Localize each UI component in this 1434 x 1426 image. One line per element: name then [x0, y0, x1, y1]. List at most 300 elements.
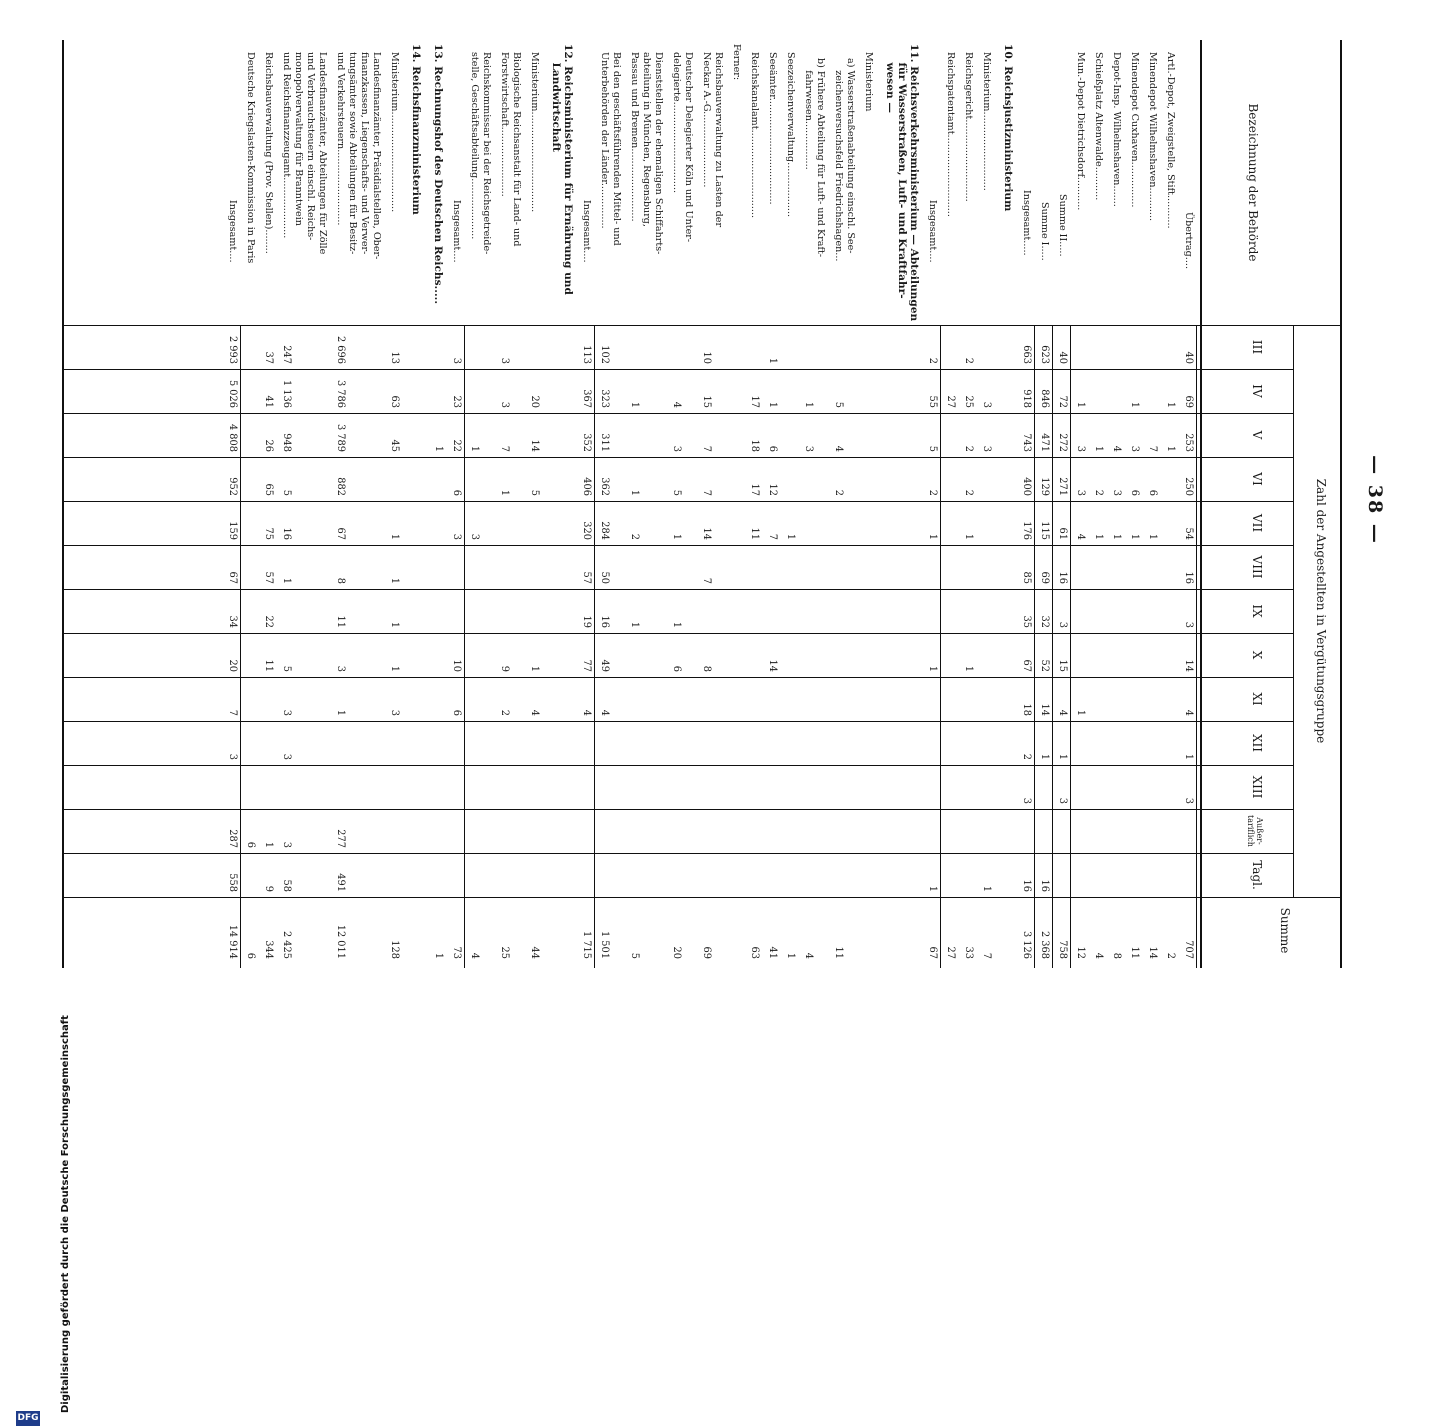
row-value: 3 [1129, 445, 1140, 452]
row-value: 15 [1057, 659, 1068, 672]
row-value: 45 [389, 439, 400, 452]
row-value: 67 [927, 946, 938, 959]
row-value: 63 [389, 395, 400, 408]
row-value: 2 [963, 489, 974, 496]
row-value: 14 [701, 527, 712, 540]
row-value: 2 696 [335, 335, 346, 364]
row-value: 67 [227, 571, 238, 584]
row-value: 8 [1111, 952, 1122, 959]
row-label: 13. Rechnungshof des Deutschen Reichs..... [432, 44, 444, 305]
row-value: 35 [1021, 615, 1032, 628]
row-value: 3 126 [1021, 930, 1032, 959]
row-label: a) Wasserstraßenabteilung einschl. See- zeichenversuchsfeld Friedrichshagen... [833, 58, 856, 262]
column-header-8: XI [1250, 692, 1264, 706]
digitization-note: Digitalisierung gefördert durch die Deutsche Forschungsgemeinschaft [60, 1015, 71, 1413]
row-label: 14. Reichsfinanzministerium [410, 44, 422, 215]
row-value: 1 [963, 665, 974, 672]
row-value: 3 [1183, 797, 1194, 804]
row-value: 1 [671, 533, 682, 540]
row-value: 18 [1021, 703, 1032, 716]
row-value: 37 [263, 351, 274, 364]
row-value: 1 501 [599, 930, 610, 959]
row-value: 65 [263, 483, 274, 496]
row-value: 16 [1021, 879, 1032, 892]
row-value: 277 [335, 829, 346, 848]
rule [62, 853, 1294, 854]
row-value: 5 [281, 665, 292, 672]
row-value: 7 [701, 489, 712, 496]
row-label: 12. Reichsministerium für Ernährung und Landwirtschaft [550, 44, 574, 295]
row-value: 16 [1183, 571, 1194, 584]
row-value: 8 [701, 665, 712, 672]
row-value: 406 [581, 477, 592, 496]
row-value: 4 [1075, 533, 1086, 540]
row-value: 1 [629, 489, 640, 496]
row-label: Ministerium [863, 52, 874, 112]
row-value: 1 [263, 841, 274, 848]
row-value: 22 [263, 615, 274, 628]
row-value: 3 [803, 445, 814, 452]
row-value: 948 [281, 433, 292, 452]
row-value: 40 [1057, 351, 1068, 364]
row-label: Ferner: [731, 44, 742, 81]
row-value: 32 [1039, 615, 1050, 628]
row-value: 26 [263, 439, 274, 452]
row-label: Ministerium................................. [529, 52, 540, 213]
rule [1196, 325, 1197, 968]
row-value: 1 [927, 665, 938, 672]
row-value: 1 [1075, 401, 1086, 408]
row-value: 6 [1147, 489, 1158, 496]
row-value: 2 [499, 709, 510, 716]
row-value: 271 [1057, 477, 1068, 496]
row-value: 3 [499, 357, 510, 364]
row-value: 3 [1075, 445, 1086, 452]
rule [240, 325, 241, 968]
column-header-12: Tagl. [1250, 860, 1264, 890]
row-value: 16 [599, 615, 610, 628]
rule [1070, 325, 1071, 968]
row-value: 3 [1057, 797, 1068, 804]
row-value: 72 [1057, 395, 1068, 408]
row-value: 3 [451, 533, 462, 540]
dfg-logo: DFG [16, 1411, 40, 1426]
row-value: 3 789 [335, 423, 346, 452]
row-label: Insgesamt.... [227, 200, 238, 263]
row-value: 3 [281, 841, 292, 848]
row-label: Minendepot Cuxhaven............... [1129, 52, 1140, 208]
row-value: 5 [529, 489, 540, 496]
row-value: 52 [1039, 659, 1050, 672]
column-header-6: IX [1250, 604, 1264, 618]
row-value: 2 [1165, 952, 1176, 959]
row-value: 5 026 [227, 379, 238, 408]
column-header-7: X [1250, 650, 1264, 660]
row-value: 1 [335, 709, 346, 716]
row-label: Seeämter................................... [767, 52, 778, 205]
row-value: 6 [451, 489, 462, 496]
row-value: 743 [1021, 433, 1032, 452]
row-value: 311 [599, 433, 610, 452]
row-value: 758 [1057, 940, 1068, 959]
row-value: 44 [529, 946, 540, 959]
row-value: 3 [1111, 489, 1122, 496]
row-value: 3 [1021, 797, 1032, 804]
row-value: 9 [263, 885, 274, 892]
row-value: 14 914 [227, 924, 238, 959]
row-value: 4 [1183, 709, 1194, 716]
row-value: 2 [1021, 753, 1032, 760]
row-value: 67 [335, 527, 346, 540]
row-value: 707 [1183, 940, 1194, 959]
row-value: 1 [1093, 533, 1104, 540]
row-value: 7 [499, 445, 510, 452]
row-value: 6 [245, 952, 256, 959]
row-value: 1 [1093, 445, 1104, 452]
row-value: 2 [963, 445, 974, 452]
row-value: 25 [963, 395, 974, 408]
row-label: Summe II..... [1057, 194, 1068, 257]
row-value: 1 [785, 533, 796, 540]
row-value: 1 [927, 533, 938, 540]
row-label: Deutscher Delegierter Köln und Unter- delegierte.............................. [671, 52, 694, 243]
row-value: 400 [1021, 477, 1032, 496]
statistics-table [62, 40, 1342, 968]
row-value: 2 425 [281, 930, 292, 959]
row-value: 73 [451, 946, 462, 959]
row-value: 13 [389, 351, 400, 364]
row-value: 61 [1057, 527, 1068, 540]
row-value: 41 [767, 946, 778, 959]
row-label: b) Frühere Abteilung für Luft- und Kraft- fahrwesen................ [803, 58, 826, 258]
row-value: 1 [1111, 533, 1122, 540]
row-label: Dienststellen der ehemaligen Schiffahrts- abteilung in München, Regensburg, Passau und Bremen........................ [629, 52, 664, 255]
rule [62, 721, 1294, 722]
column-header-label: Bezeichnung der Behörde [1246, 103, 1260, 262]
row-value: 3 [281, 753, 292, 760]
row-value: 250 [1183, 477, 1194, 496]
row-value: 5 [927, 445, 938, 452]
row-value: 16 [1057, 571, 1068, 584]
rule [62, 677, 1294, 678]
row-label: Summe I..... [1039, 202, 1050, 261]
column-header-4: VII [1250, 513, 1264, 533]
column-header-9: XII [1250, 733, 1264, 753]
row-label: Ministerium.......................... [981, 52, 992, 191]
row-value: 49 [599, 659, 610, 672]
row-value: 1 [389, 665, 400, 672]
row-value: 11 [833, 946, 844, 959]
row-value: 3 [1183, 621, 1194, 628]
rule [940, 325, 941, 968]
row-value: 1 [1057, 753, 1068, 760]
row-value: 25 [499, 946, 510, 959]
row-label: Schießplatz Altenwalde........... [1093, 52, 1104, 201]
row-value: 85 [1021, 571, 1032, 584]
row-value: 14 [767, 659, 778, 672]
row-value: 1 [981, 885, 992, 892]
column-header-10: XIII [1250, 775, 1264, 799]
row-value: 77 [581, 659, 592, 672]
row-value: 12 [1075, 946, 1086, 959]
row-value: 27 [945, 395, 956, 408]
column-header-13: Summe [1278, 907, 1292, 954]
row-value: 4 [599, 709, 610, 716]
row-value: 1 [963, 533, 974, 540]
row-value: 2 [927, 489, 938, 496]
row-label: Reichskanalamt............................. [749, 52, 760, 219]
rule [62, 40, 64, 968]
row-label: Reichspatentamt........................... [945, 52, 956, 217]
row-value: 1 [281, 577, 292, 584]
row-value: 247 [281, 345, 292, 364]
column-header-3: VI [1250, 472, 1264, 486]
row-value: 1 [389, 577, 400, 584]
row-value: 2 [927, 357, 938, 364]
rule [1293, 325, 1294, 897]
row-label: Übertrag.... [1183, 212, 1194, 269]
row-value: 323 [599, 389, 610, 408]
row-value: 12 011 [335, 924, 346, 959]
rule [464, 325, 465, 968]
row-value: 15 [701, 395, 712, 408]
row-value: 16 [1039, 879, 1050, 892]
column-header-0: III [1250, 339, 1264, 355]
row-value: 34 [227, 615, 238, 628]
row-value: 4 [833, 445, 844, 452]
row-value: 663 [1021, 345, 1032, 364]
row-label: 11. Reichsverkehrsministerium — Abteilungen für Wasserstraßen, Luft- und Kraftfahr- wesen — [884, 44, 920, 322]
row-value: 14 [529, 439, 540, 452]
row-value: 55 [927, 395, 938, 408]
row-value: 10 [701, 351, 712, 364]
row-value: 2 993 [227, 335, 238, 364]
row-value: 50 [599, 571, 610, 584]
row-value: 846 [1039, 389, 1050, 408]
row-value: 1 [433, 952, 444, 959]
row-value: 3 [1057, 621, 1068, 628]
row-value: 1 715 [581, 930, 592, 959]
row-label: Landesfinanzämter, Abteilungen für Zölle und Verbrauchsteuern einschl. Reichs- monopolverwaltung für Branntwein und Reichsfinanzzeugamt.................... [281, 52, 328, 255]
row-value: 9 [499, 665, 510, 672]
row-label: Insgesamt.... [927, 200, 938, 263]
row-label: Insgesamt.... [581, 200, 592, 263]
row-value: 18 [749, 439, 760, 452]
row-value: 1 [1129, 533, 1140, 540]
row-value: 1 [1075, 709, 1086, 716]
row-value: 1 [1129, 401, 1140, 408]
row-value: 14 [1183, 659, 1194, 672]
row-value: 623 [1039, 345, 1050, 364]
row-value: 3 [981, 445, 992, 452]
row-value: 69 [701, 946, 712, 959]
row-value: 176 [1021, 521, 1032, 540]
row-value: 1 [1147, 533, 1158, 540]
row-value: 128 [389, 940, 400, 959]
row-value: 1 [767, 357, 778, 364]
rule [1034, 325, 1035, 968]
row-value: 3 [499, 401, 510, 408]
row-label: Reichsbauverwaltung zu Lasten der Neckar A.-G......................... [701, 52, 724, 228]
row-value: 1 [1039, 753, 1050, 760]
row-value: 4 [1093, 952, 1104, 959]
row-value: 17 [749, 395, 760, 408]
row-value: 6 [671, 665, 682, 672]
row-value: 3 [469, 533, 480, 540]
row-value: 1 [499, 489, 510, 496]
row-label: Reichskommissar bei der Reichsgetreide- stelle, Geschäftsabteilung.................... [469, 52, 492, 255]
row-value: 75 [263, 527, 274, 540]
row-value: 6 [245, 841, 256, 848]
row-value: 58 [281, 879, 292, 892]
row-value: 14 [1147, 946, 1158, 959]
row-value: 3 [335, 665, 346, 672]
row-label: Minendepot Wilhelmshaven........... [1147, 52, 1158, 222]
row-value: 159 [227, 521, 238, 540]
row-value: 102 [599, 345, 610, 364]
row-value: 1 [1165, 401, 1176, 408]
row-value: 6 [451, 709, 462, 716]
row-value: 57 [263, 571, 274, 584]
rule [62, 765, 1294, 766]
row-value: 1 [433, 445, 444, 452]
row-value: 1 [389, 533, 400, 540]
row-value: 3 786 [335, 379, 346, 408]
row-label: Reichsgericht........................... [963, 52, 974, 202]
row-value: 558 [227, 873, 238, 892]
row-value: 7 [701, 445, 712, 452]
row-label: Bei den geschäftsführenden Mittel- und Unterbehörden der Länder............... [599, 52, 622, 246]
row-value: 4 [1057, 709, 1068, 716]
row-value: 1 [785, 952, 796, 959]
row-value: 1 [629, 621, 640, 628]
row-value: 63 [749, 946, 760, 959]
row-value: 4 [1111, 445, 1122, 452]
row-value: 19 [581, 615, 592, 628]
row-value: 23 [451, 395, 462, 408]
row-value: 2 [629, 533, 640, 540]
row-value: 40 [1183, 351, 1194, 364]
row-value: 33 [963, 946, 974, 959]
row-label: Insgesamt.... [451, 200, 462, 263]
row-value: 253 [1183, 433, 1194, 452]
row-value: 3 [671, 445, 682, 452]
row-value: 5 [671, 489, 682, 496]
row-value: 11 [335, 615, 346, 628]
row-value: 69 [1039, 571, 1050, 584]
row-value: 471 [1039, 433, 1050, 452]
row-value: 5 [281, 489, 292, 496]
row-value: 2 368 [1039, 930, 1050, 959]
row-value: 54 [1183, 527, 1194, 540]
row-value: 3 [1075, 489, 1086, 496]
row-value: 4 [529, 709, 540, 716]
row-label: 10. Reichsjustizministerium [1002, 44, 1014, 212]
row-value: 3 [389, 709, 400, 716]
row-value: 1 [767, 401, 778, 408]
row-value: 41 [263, 395, 274, 408]
row-value: 6 [767, 445, 778, 452]
row-value: 11 [1129, 946, 1140, 959]
row-value: 10 [451, 659, 462, 672]
rule [594, 325, 595, 968]
row-value: 367 [581, 389, 592, 408]
row-value: 22 [451, 439, 462, 452]
row-value: 7 [981, 952, 992, 959]
row-value: 491 [335, 873, 346, 892]
row-value: 17 [749, 483, 760, 496]
rule [1340, 40, 1342, 968]
column-header-5: VIII [1250, 555, 1264, 579]
row-value: 952 [227, 477, 238, 496]
row-label: Artl.-Depot, Zweigstelle, Stift........... [1165, 52, 1176, 229]
row-value: 129 [1039, 477, 1050, 496]
row-value: 67 [1021, 659, 1032, 672]
page-number: — 38 — [1364, 455, 1386, 545]
row-value: 1 136 [281, 379, 292, 408]
row-value: 344 [263, 940, 274, 959]
row-value: 1 [629, 401, 640, 408]
row-label: Insgesamt..... [1021, 190, 1032, 256]
rule [1052, 325, 1053, 968]
row-value: 1 [671, 621, 682, 628]
row-value: 5 [833, 401, 844, 408]
row-value: 20 [227, 659, 238, 672]
row-value: 1 [1183, 753, 1194, 760]
column-header-11: Außer- tariflich [1246, 815, 1264, 847]
row-value: 882 [335, 477, 346, 496]
row-value: 4 808 [227, 423, 238, 452]
row-value: 1 [389, 621, 400, 628]
row-value: 7 [227, 709, 238, 716]
row-value: 4 [581, 709, 592, 716]
row-value: 1 [469, 445, 480, 452]
row-value: 5 [629, 952, 640, 959]
rule [62, 545, 1294, 546]
row-value: 8 [335, 577, 346, 584]
row-value: 113 [581, 345, 592, 364]
row-value: 3 [227, 753, 238, 760]
row-value: 27 [945, 946, 956, 959]
row-value: 272 [1057, 433, 1068, 452]
row-value: 287 [227, 829, 238, 848]
row-value: 11 [263, 659, 274, 672]
row-value: 1 [803, 401, 814, 408]
row-value: 2 [963, 357, 974, 364]
row-label: Ministerium................................. [389, 52, 400, 213]
row-value: 320 [581, 521, 592, 540]
row-value: 69 [1183, 395, 1194, 408]
row-value: 16 [281, 527, 292, 540]
row-value: 362 [599, 477, 610, 496]
row-value: 14 [1039, 703, 1050, 716]
row-label: Mun.-Depot Dietrichsdorf........... [1075, 52, 1086, 211]
rule [1200, 40, 1202, 968]
row-value: 20 [671, 946, 682, 959]
row-value: 918 [1021, 389, 1032, 408]
row-value: 7 [1147, 445, 1158, 452]
row-label: Seezeichenverwaltung.................. [785, 52, 796, 218]
row-value: 4 [803, 952, 814, 959]
row-value: 352 [581, 433, 592, 452]
row-label: Deutsche Kriegslasten-Kommission in Paris [245, 52, 256, 264]
row-value: 4 [469, 952, 480, 959]
row-value: 1 [1165, 445, 1176, 452]
row-value: 2 [833, 489, 844, 496]
row-value: 1 [927, 885, 938, 892]
row-value: 4 [671, 401, 682, 408]
row-value: 7 [767, 533, 778, 540]
